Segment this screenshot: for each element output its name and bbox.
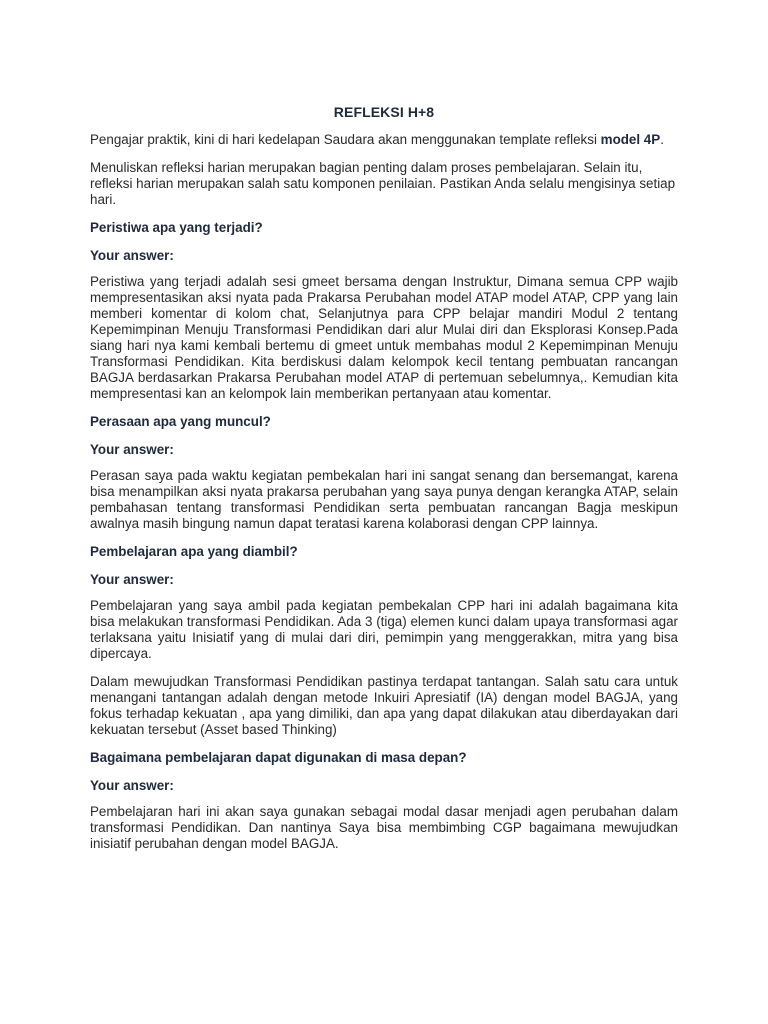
answer-3b: Dalam mewujudkan Transformasi Pendidikan pastinya terdapat tantangan. Salah satu cara untuk menangani tantangan adalah dengan metode Inkuiri Apresiatif (IA) dengan model BAGJA, yang fokus terhadap kekuatan , apa yang dimiliki, dan apa yang dapat dilakukan atau diberdayakan dari kekuatan tersebut (Asset based Thinking): [90, 674, 678, 737]
question-2: Perasaan apa yang muncul?: [90, 414, 271, 429]
document-page: [90, 104, 678, 864]
question-3: Pembelajaran apa yang diambil?: [90, 544, 298, 559]
answer-label-4: Your answer:: [90, 778, 174, 793]
answer-3a: Pembelajaran yang saya ambil pada kegiatan pembekalan CPP hari ini adalah bagaimana kita bisa melakukan transformasi Pendidikan. Ada 3 (tiga) elemen kunci dalam upaya transformasi agar terlaksana yaitu Inisiatif yang di mulai dari diri, pemimpin yang menggerakkan, mitra yang bisa dipercaya.: [90, 598, 678, 661]
model-name: model 4P: [600, 132, 661, 147]
document-title: REFLEKSI H+8: [333, 104, 435, 120]
intro-text: Pengajar praktik, kini di hari kedelapan Saudara akan menggunakan template refleksi: [90, 132, 601, 147]
question-1: Peristiwa apa yang terjadi?: [90, 220, 263, 235]
answer-label-1: Your answer:: [90, 248, 174, 263]
answer-4: Pembelajaran hari ini akan saya gunakan sebagai modal dasar menjadi agen perubahan dalam transformasi Pendidikan. Dan nantinya Saya bisa membimbing CGP bagaimana mewujudkan inisiatif perubahan dengan model BAGJA.: [90, 804, 678, 851]
answer-label-3: Your answer:: [90, 572, 174, 587]
answer-label-2: Your answer:: [90, 442, 174, 457]
question-4: Bagaimana pembelajaran dapat digunakan di masa depan?: [90, 750, 467, 765]
answer-1: Peristiwa yang terjadi adalah sesi gmeet bersama dengan Instruktur, Dimana semua CPP wajib mempresentasikan aksi nyata pada Prakarsa Perubahan model ATAP model ATAP, CPP yang lain memberi komentar di kolom chat, Selanjutnya para CPP belajar mandiri Modul 2 tentang Kepemimpinan Menuju Transformasi Pendidikan dari alur Mulai diri dan Eksplorasi Konsep.Pada siang hari nya kami kembali bertemu di gmeet untuk membahas modul 2 Kepemimpinan Menuju Transformasi Pendidikan. Kita berdiskusi dalam kelompok kecil tentang pembuatan rancangan BAGJA berdasarkan Prakarsa Perubahan model ATAP di pertemuan sebelumnya,. Kemudian kita mempresentasi kan an kelompok lain memberikan pertanyaan atau komentar.: [90, 274, 678, 401]
intro-period: .: [660, 132, 664, 147]
answer-2: Perasan saya pada waktu kegiatan pembekalan hari ini sangat senang dan bersemangat, karena bisa menampilkan aksi nyata prakarsa perubahan yang saya punya dengan kerangka ATAP, selain pembahasan tentang transformasi Pendidikan serta pembuatan rancangan Bagja meskipun awalnya masih bingung namun dapat teratasi karena kolaborasi dengan CPP lainnya.: [90, 468, 678, 531]
intro-paragraph-2: Menuliskan refleksi harian merupakan bagian penting dalam proses pembelajaran. Selain itu, refleksi harian merupakan salah satu komponen penilaian. Pastikan Anda selalu mengisinya setiap hari.: [90, 160, 676, 207]
intro-paragraph-1: [90, 132, 678, 148]
